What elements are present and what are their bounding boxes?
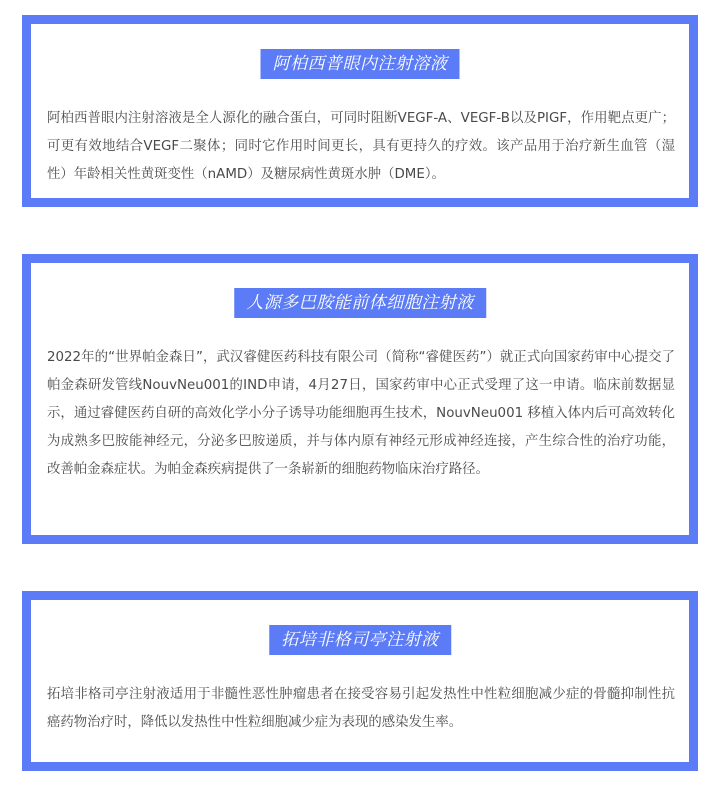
card-body-text: 拓培非格司亭注射液适用于非髓性恶性肿瘤患者在接受容易引起发热性中性粒细胞减少症的骨髓抑制性抗癌药物治疗时，降低以发热性中性粒细胞减少症为表现的感染发生率。 xyxy=(47,687,675,730)
drug-card-aflibercept xyxy=(22,15,698,207)
card-body-text: 阿柏西普眼内注射溶液是全人源化的融合蛋白，可同时阻断VEGF-A、VEGF-B以及PIGF，作用靶点更广；可更有效地结合VEGF二聚体；同时它作用时间更长，具有更持久的疗效。该产品用于治疗新生血管（湿性）年龄相关性黄斑变性（nAMD）及糖尿病性黄斑水肿（DME）。 xyxy=(47,111,675,182)
card-title: 拓培非格司亭注射液 xyxy=(269,625,451,655)
drug-card-tripegfilgrastim xyxy=(22,591,698,771)
card-title: 人源多巴胺能前体细胞注射液 xyxy=(234,288,486,318)
card-title: 阿柏西普眼内注射溶液 xyxy=(261,49,460,79)
drug-card-dopaminergic-precursor-cells xyxy=(22,254,698,544)
card-body-text: 2022年的“世界帕金森日”，武汉睿健医药科技有限公司（简称“睿健医药”）就正式向国家药审中心提交了帕金森研发管线NouvNeu001的IND申请，4月27日，国家药审中心正式受理了这一申请。临床前数据显示，通过睿健医药自研的高效化学小分子诱导功能细胞再生技术，NouvNeu001 移植入体内后可高效转化为成熟多巴胺能神经元，分泌多巴胺递质，并与体内原有神经元形成神经连接，产生综合性的治疗功能，改善帕金森症状。为帕金森疾病提供了一条崭新的细胞药物临床治疗路径。 xyxy=(47,350,675,477)
